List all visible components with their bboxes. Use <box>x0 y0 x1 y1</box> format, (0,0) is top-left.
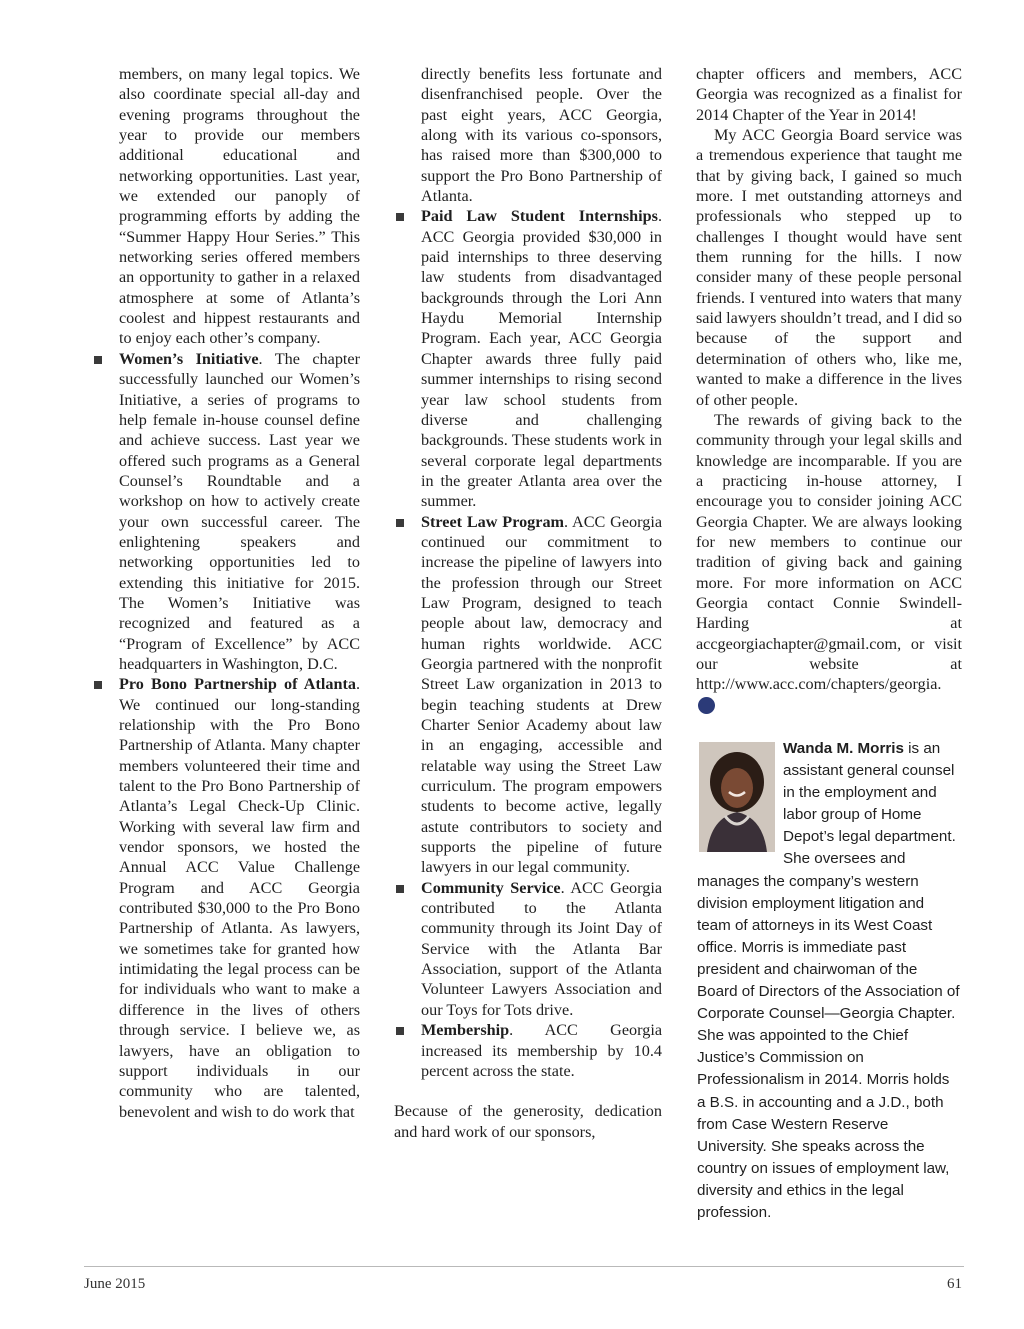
bullet-text: . ACC Georgia increased its membership by 10.4 percent across the state. <box>421 1021 662 1080</box>
page-number: 61 <box>947 1276 962 1292</box>
author-portrait-icon <box>699 742 775 852</box>
column-3-paragraph <box>696 410 962 715</box>
column-1-intro: members, on many legal topics. We also coordinate special all-day and evening programs throughout the year to provide our members additional educational and networking opportunities. Last year, we extended our panoply of programming efforts by adding the “Summer Happy Hour Series.” This networking series offered members an opportunity to gather in a relaxed atmosphere at some of Atlanta’s coolest and hippest restaurants and to enjoy each other’s company. <box>119 65 360 348</box>
bullet-heading: Pro Bono Partnership of Atlanta <box>119 675 356 694</box>
bullet-womens-initiative <box>92 349 360 675</box>
bullet-square-icon <box>94 681 102 689</box>
column-3 <box>696 64 962 715</box>
bullet-square-icon <box>396 519 404 527</box>
bullet-square-icon <box>396 885 404 893</box>
bullet-heading: Women’s Initiative <box>119 349 259 368</box>
bullet-text: . ACC Georgia provided $30,000 in paid internships to three deserving law students from disadvantaged backgrounds through the Lori Ann Haydu Memorial Internship Program. Each year, ACC Georgia Chapter awards three fully paid summer internships to rising second year law school students from diverse and challenging backgrounds. These students work in several corporate legal departments in the greater Atlanta area over the summer. <box>421 207 662 511</box>
author-bio <box>697 738 961 1224</box>
footer-date: June 2015 <box>84 1276 146 1292</box>
bullet-heading: Community Service <box>421 878 561 897</box>
column-3-paragraph-text: The rewards of giving back to the community through your legal skills and knowledge are incomparable. If you are a practicing in-house attorney, I encourage you to consider joining ACC Georgia Chapter. We are always looking for new members to continue our tradition of giving back and gaining more. For more information on ACC Georgia contact Connie Swindell-Harding at accgeorgiachapter@gmail.com, or visit our website at http://www.acc.com/chapters/georgia. <box>696 410 962 694</box>
bullet-square-icon <box>396 213 404 221</box>
column-1 <box>92 64 360 1122</box>
bullet-internships <box>394 206 662 511</box>
bullet-text: . The chapter successfully launched our Women’s Initiative, a series of programs to help female in-house counsel define and achieve success. Last year we offered such programs as a General Counsel’s Roundtable and a workshop on how to actively create your own successful career. The enlightening speakers and networking opportunities led to extending this initiative for 2015. The Women’s Initiative was recognized and featured as a “Program of Excellence” by ACC headquarters in Washington, D.C. <box>119 349 360 673</box>
author-bio-text: is an assistant general counsel in the employment and labor group of Home Depot’s legal department. She oversees and manages the company’s western division employment litigation and team of attorneys in its West Coast office. Morris is immediate past president and chairwoman of the Board of Directors of the Association of Corporate Counsel—Georgia Chapter. She was appointed to the Chief Justice’s Commission on Professionalism in 2014. Morris holds a B.S. in accounting and a J.D., both from Case Western Reserve University. She speaks across the country on issues of employment law, diversity and ethics in the legal profession. <box>697 740 960 1221</box>
bullet-membership <box>394 1020 662 1081</box>
bullet-community-service <box>394 878 662 1020</box>
bullet-text: . We continued our long-standing relationship with the Pro Bono Partnership of Atlanta. Many chapter members volunteered their time and talent to the Pro Bono Partnership of Atlanta’s Legal Check-Up Clinic. Working with several law firm and vendor sponsors, we hosted the Annual ACC Value Challenge Program and ACC Georgia contributed $30,000 to the Pro Bono Partnership of Atlanta. As lawyers, we sometimes take for granted how intimidating the legal process can be for individuals who want to make a difference in the lives of others through service. I believe we, as lawyers, have an obligation to support individuals in our community who are talented, benevolent and wish to do work that <box>119 675 360 1121</box>
footer-divider <box>84 1266 964 1267</box>
bullet-heading: Paid Law Student Internships <box>421 207 658 226</box>
column-2 <box>394 64 662 1142</box>
bullet-square-icon <box>94 356 102 364</box>
gbj-end-mark-icon: GBJ <box>698 697 715 714</box>
bullet-pro-bono <box>92 674 360 1122</box>
column-2-continuation: directly benefits less fortunate and disenfranchised people. Over the past eight years, ACC Georgia, along with its various co-sponsors, has raised more than $300,000 to support the Pro Bono Partnership of Atlanta. <box>421 65 662 206</box>
column-2-closing: Because of the generosity, dedication and hard work of our sponsors, <box>394 1102 662 1141</box>
bullet-text: . ACC Georgia continued our commitment to increase the pipeline of lawyers into the profession through our Street Law Program, designed to teach people about law, democracy and human rights worldwide. ACC Georgia partnered with the nonprofit Street Law organization in 2013 to begin teaching students at Drew Charter Senior Academy about law in an engaging, accessible and relatable way using the Street Law curriculum. The program empowers students to become active, legally astute contributors to society and supports the pipeline of future lawyers in our legal community. <box>421 512 663 877</box>
author-photo <box>699 742 775 852</box>
bullet-heading: Membership <box>421 1021 510 1040</box>
bullet-street-law <box>394 512 662 878</box>
column-3-paragraph: My ACC Georgia Board service was a tremendous experience that taught me that by giving back, I gained so much more. I met outstanding attorneys and professionals who stepped up to challenges I thought would have sent them running for the hills. I now consider many of these people personal friends. I ventured into waters that many said lawyers shouldn’t tread, and I did so because of the support and determination of others who, like me, wanted to make a difference in the lives of other people. <box>696 126 962 409</box>
author-name: Wanda M. Morris <box>783 740 904 757</box>
bullet-square-icon <box>396 1027 404 1035</box>
column-3-paragraph: chapter officers and members, ACC Georgia was recognized as a finalist for 2014 Chapter of the Year in 2014! <box>696 65 962 124</box>
bullet-heading: Street Law Program <box>421 512 565 531</box>
bullet-text: . ACC Georgia contributed to the Atlanta community through its Joint Day of Service with the Atlanta Bar Association, support of the Atlanta Volunteer Lawyers Association and our Toys for Tots drive. <box>421 878 662 1019</box>
